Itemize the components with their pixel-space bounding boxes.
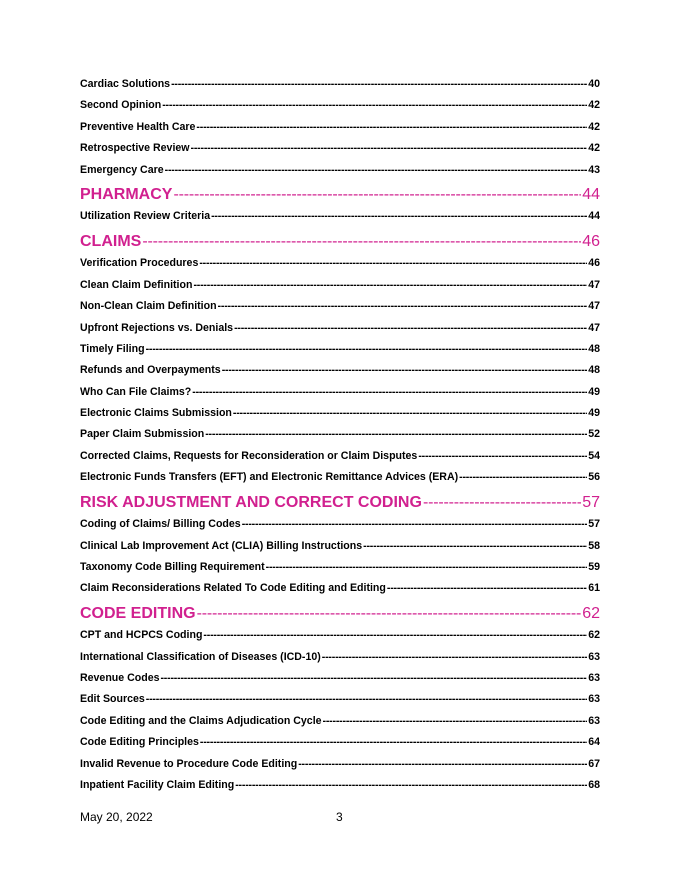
toc-entry[interactable] [80,386,600,407]
toc-entry[interactable] [80,257,600,278]
toc-entry[interactable] [80,736,600,757]
toc-entry-page: 62 [588,629,600,642]
toc-entry-title: Taxonomy Code Billing Requirement [80,560,265,573]
toc-dot-leader [142,233,581,251]
toc-entry-page: 40 [588,78,600,90]
toc-dot-leader [165,164,588,176]
table-of-contents [80,78,600,800]
toc-entry[interactable] [80,300,600,321]
toc-entry-page: 63 [588,693,600,706]
toc-entry-page: 63 [588,671,600,684]
toc-dot-leader [363,540,587,552]
toc-entry-title: International Classification of Diseases (ICD-10) [80,650,321,663]
toc-entry-page: 62 [582,604,600,622]
toc-dot-leader [160,672,587,684]
toc-section-heading[interactable] [80,494,600,519]
toc-dot-leader [233,407,587,419]
toc-entry-page: 52 [588,428,600,441]
toc-entry-page: 47 [588,321,600,334]
toc-entry-page: 56 [588,471,600,484]
toc-entry-page: 48 [588,342,600,355]
toc-entry-title: Retrospective Review [80,142,190,155]
toc-dot-leader [234,322,587,334]
toc-dot-leader [459,471,587,483]
toc-entry-title: Who Can File Claims? [80,385,192,398]
toc-entry-page: 42 [588,142,600,155]
toc-entry-title: CODE EDITING [80,604,196,622]
toc-dot-leader [218,300,588,312]
toc-entry-page: 63 [588,650,600,663]
toc-dot-leader [242,518,588,530]
toc-entry-title: Cardiac Solutions [80,78,171,90]
toc-dot-leader [322,651,587,663]
toc-entry-page: 67 [588,757,600,770]
toc-entry-page: 64 [588,736,600,749]
toc-entry-page: 42 [588,120,600,133]
toc-entry-title: CLAIMS [80,232,142,250]
toc-entry-page: 58 [588,539,600,552]
toc-entry[interactable] [80,99,600,120]
footer-date: May 20, 2022 [80,810,153,824]
toc-entry[interactable] [80,279,600,300]
toc-entry[interactable] [80,629,600,650]
toc-entry-title: Refunds and Overpayments [80,364,221,377]
toc-entry-title: Coding of Claims/ Billing Codes [80,518,241,531]
toc-entry-title: Verification Procedures [80,257,199,270]
toc-entry[interactable] [80,364,600,385]
footer-page-number: 3 [336,810,343,824]
toc-dot-leader [199,257,587,269]
toc-dot-leader [162,99,587,111]
toc-section-heading[interactable] [80,233,600,258]
toc-dot-leader [211,210,587,222]
toc-entry[interactable] [80,210,600,231]
toc-entry-title: Revenue Codes [80,671,160,684]
toc-entry-page: 49 [588,385,600,398]
toc-entry-page: 47 [588,278,600,291]
toc-entry-title: PHARMACY [80,185,173,203]
toc-entry-page: 61 [588,582,600,595]
toc-entry[interactable] [80,343,600,364]
toc-dot-leader [146,343,588,355]
toc-entry[interactable] [80,78,600,99]
toc-entry-title: Edit Sources [80,693,145,706]
toc-dot-leader [196,121,587,133]
toc-entry[interactable] [80,651,600,672]
toc-entry[interactable] [80,693,600,714]
toc-dot-leader [191,142,588,154]
toc-dot-leader [197,605,582,623]
toc-dot-leader [323,715,588,727]
toc-entry-title: Inpatient Facility Claim Editing [80,778,235,791]
toc-entry-page: 43 [588,163,600,176]
toc-entry-title: RISK ADJUSTMENT AND CORRECT CODING [80,493,422,511]
toc-entry-title: Paper Claim Submission [80,428,205,441]
toc-entry-title: Upfront Rejections vs. Denials [80,321,234,334]
toc-entry-page: 42 [588,99,600,112]
toc-entry-title: Utilization Review Criteria [80,210,211,223]
toc-entry-page: 46 [588,257,600,270]
toc-section-heading[interactable] [80,186,600,211]
toc-entry[interactable] [80,758,600,779]
toc-entry-title: Timely Filing [80,342,145,355]
toc-dot-leader [203,629,587,641]
toc-entry[interactable] [80,164,600,185]
toc-entry[interactable] [80,779,600,800]
toc-entry-title: Code Editing Principles [80,736,199,749]
toc-dot-leader [146,693,587,705]
toc-dot-leader [418,450,587,462]
toc-dot-leader [205,428,587,440]
toc-entry[interactable] [80,450,600,471]
toc-dot-leader [387,582,587,594]
toc-entry[interactable] [80,142,600,163]
toc-entry-page: 54 [588,449,600,462]
toc-entry[interactable] [80,582,600,603]
toc-entry[interactable] [80,672,600,693]
toc-entry-title: Emergency Care [80,163,164,176]
toc-dot-leader [222,364,588,376]
toc-entry-title: CPT and HCPCS Coding [80,629,203,642]
toc-entry-title: Claim Reconsiderations Related To Code Editing and Editing [80,582,386,595]
toc-entry-page: 48 [588,364,600,377]
toc-entry-title: Invalid Revenue to Procedure Code Editing [80,757,298,770]
toc-entry-page: 63 [588,714,600,727]
toc-entry[interactable] [80,561,600,582]
toc-entry[interactable] [80,407,600,428]
toc-entry-title: Corrected Claims, Requests for Reconsideration or Claim Disputes [80,449,418,462]
toc-dot-leader [235,779,587,791]
toc-entry-page: 49 [588,407,600,420]
toc-entry-page: 47 [588,300,600,313]
toc-entry[interactable] [80,322,600,343]
toc-entry-page: 44 [582,185,600,203]
toc-section-heading[interactable] [80,605,600,630]
toc-entry[interactable] [80,715,600,736]
toc-dot-leader [173,186,581,204]
toc-dot-leader [171,78,587,90]
toc-entry-title: Clinical Lab Improvement Act (CLIA) Billing Instructions [80,539,363,552]
toc-entry-page: 57 [582,493,600,511]
toc-entry-title: Clean Claim Definition [80,278,193,291]
toc-entry-title: Second Opinion [80,99,162,112]
toc-entry-title: Code Editing and the Claims Adjudication Cycle [80,714,322,727]
toc-entry[interactable] [80,471,600,492]
toc-entry[interactable] [80,518,600,539]
toc-entry[interactable] [80,121,600,142]
toc-entry-page: 46 [582,232,600,250]
toc-entry[interactable] [80,540,600,561]
toc-dot-leader [423,494,581,512]
toc-dot-leader [193,279,587,291]
toc-entry-page: 57 [588,518,600,531]
toc-entry-page: 44 [588,210,600,223]
toc-dot-leader [192,386,587,398]
toc-entry[interactable] [80,428,600,449]
toc-entry-page: 59 [588,560,600,573]
toc-dot-leader [266,561,588,573]
toc-entry-title: Electronic Claims Submission [80,407,232,420]
toc-entry-title: Preventive Health Care [80,120,196,133]
toc-dot-leader [200,736,587,748]
toc-entry-title: Non-Clean Claim Definition [80,300,217,313]
toc-entry-page: 68 [588,778,600,791]
toc-entry-title: Electronic Funds Transfers (EFT) and Electronic Remittance Advices (ERA) [80,471,459,484]
toc-dot-leader [298,758,587,770]
